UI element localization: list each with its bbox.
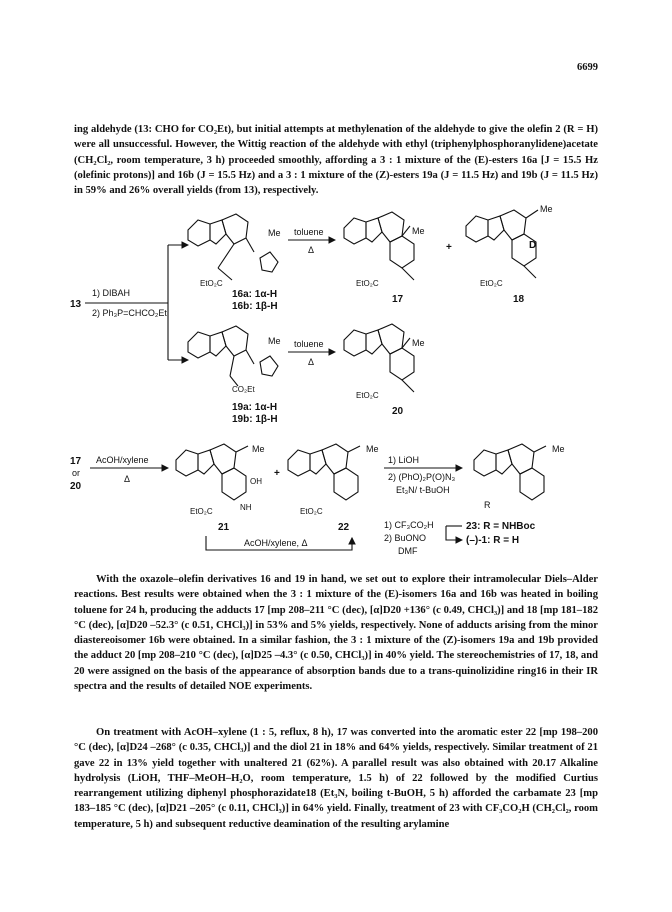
step-tfa: 1) CF₃CO₂H	[384, 520, 434, 530]
step-wittig: 2) Ph₃P=CHCO₂Et	[92, 308, 167, 318]
toluene-1: toluene	[294, 227, 324, 237]
label-22: 22	[338, 522, 350, 533]
compound-13-label: 13	[70, 299, 82, 310]
etoc-16: EtO₂C	[200, 279, 223, 288]
me-16: Me	[268, 228, 281, 238]
delta-3: Δ	[124, 474, 131, 484]
label-16b: 16b: 1β-H	[232, 301, 278, 312]
delta-2: Δ	[308, 357, 315, 367]
acoh-xylene: AcOH/xylene	[96, 455, 149, 465]
toluene-2: toluene	[294, 339, 324, 349]
step-dmf: DMF	[398, 546, 418, 556]
structure-16	[188, 214, 278, 280]
structure-17	[344, 212, 414, 280]
oh-21: OH	[250, 477, 262, 486]
paragraph-acoh-treatment: On treatment with AcOH–xylene (1 : 5, reflux, 8 h), 17 was converted into the aromatic ester 22 [mp 198–200 °C (dec), [α]D24 –268° (c 0.35, CHCl₃)] and the diol 21 in 18% and 64% yields, respectively. Similar treatment of 21 gave 22 in 13% yield together with unaltered 21 (62%). A parallel result was also obtained with 20.17 Alkaline hydrolysis (LiOH, THF–MeOH–H₂O, room temperature, 1.5 h) of 22 followed by the modified Curtius rearrangement utilizing diphenyl phosphorazidate18 (Et₃N, boiling t-BuOH, 5 h) afforded the carbamate 23 [mp 183–185 °C (dec), [α]D21 –205° (c 0.11, CHCl₃)] in 64% yield. Finally, treatment of 23 with CF₃CO₂H (CH₂Cl₂, room temperature, 5 h) and subsequent reductive deamination of the resulting arylamine	[74, 727, 598, 830]
etoc-22: EtO₂C	[300, 507, 323, 516]
structure-21	[176, 444, 248, 500]
label-23: 23: R = NHBoc	[466, 521, 536, 532]
label-19b: 19b: 1β-H	[232, 414, 278, 425]
etoc-21: EtO₂C	[190, 507, 213, 516]
paragraph-diels-alder: With the oxazole–olefin derivatives 16 and 19 in hand, we set out to explore their intramolecular Diels–Alder reactions. Best results were obtained when the 3 : 1 mixture of the (E)-isomers 16a and 16b was heated in boiling toluene for 24 h, producing the adducts 17 [mp 208–211 °C (dec), [α]D20 +136° (c 0.49, CHCl₃)] and 18 [mp 181–182 °C (dec), [α]D20 –52.3° (c 0.51, CHCl₃)] in 53% and 5% yields, respectively. None of adducts arising from the minor diastereoisomer 16b were obtained. In a similar fashion, the 3 : 1 mixture of the (Z)-isomers 19a and 19b provided the adduct 20 [mp 208–210 °C (dec), [α]D25 –4.3° (c 0.50, CHCl₃)] in 40% yield. The stereochemistries of 17, 18, and 20 were assigned on the basis of the appearance of absorption bands due to a trans-quinolizidine ring16 in their IR spectra and the results of detailed NOE experiments.	[74, 574, 598, 693]
structure-19	[188, 326, 278, 386]
structure-18	[466, 210, 538, 278]
step-buono: 2) BuONO	[384, 533, 427, 543]
me-17: Me	[412, 226, 425, 236]
structure-23	[474, 444, 546, 500]
step-dppa: 2) (PhO)₂P(O)N₃	[388, 472, 456, 482]
me-23: Me	[552, 444, 565, 454]
structure-20	[344, 324, 414, 392]
plus-1: +	[446, 242, 452, 253]
me-19: Me	[268, 336, 281, 346]
etoc-18: EtO₂C	[480, 279, 503, 288]
label-minus-1: (–)-1: R = H	[466, 535, 520, 546]
page-number: 6699	[577, 62, 598, 73]
me-21: Me	[252, 444, 265, 454]
etoc-17: EtO₂C	[356, 279, 379, 288]
acoh-xylene-2: AcOH/xylene, Δ	[244, 538, 308, 548]
delta-1: Δ	[308, 245, 315, 255]
label-16a: 16a: 1α-H	[232, 289, 278, 300]
label-21: 21	[218, 522, 230, 533]
plus-2: +	[274, 468, 280, 479]
step-dibah: 1) DIBAH	[92, 288, 131, 298]
from-20: 20	[70, 481, 82, 492]
co2et-19: CO₂Et	[232, 385, 255, 394]
me-20: Me	[412, 338, 425, 348]
intro-paragraph: ing aldehyde (13: CHO for CO₂Et), but initial attempts at methylenation of the aldehyde to give the olefin 2 (R = H) were all unsuccessful. However, the Wittig reaction of the aldehyde with ethyl (triphenylphosphoranylidene)acetate (CH₂Cl₂, room temperature, 3 h) proceeded smoothly, affording a 3 : 1 mixture of the (E)-esters 16a [J = 15.5 Hz (olefinic protons)] and 16b (J = 15.5 Hz) and a 3 : 1 mixture of the (Z)-esters 19a (J = 11.5 Hz) and 19b (J = 11.5 Hz) in 59% and 26% overall yields (from 13), respectively.	[74, 124, 598, 197]
nh-21: NH	[240, 503, 252, 512]
r-group: R	[484, 500, 491, 510]
or-label: or	[72, 468, 81, 478]
step-et3n: Et₃N/ t-BuOH	[396, 485, 450, 495]
me-18: Me	[540, 204, 553, 214]
label-20: 20	[392, 406, 404, 417]
step-lioh: 1) LiOH	[388, 455, 420, 465]
label-18: 18	[513, 294, 525, 305]
structure-22	[288, 444, 360, 500]
from-17: 17	[70, 456, 82, 467]
label-17: 17	[392, 294, 404, 305]
me-22: Me	[366, 444, 379, 454]
label-19a: 19a: 1α-H	[232, 402, 278, 413]
etoc-20: EtO₂C	[356, 391, 379, 400]
ring-d-label: D	[529, 240, 537, 251]
